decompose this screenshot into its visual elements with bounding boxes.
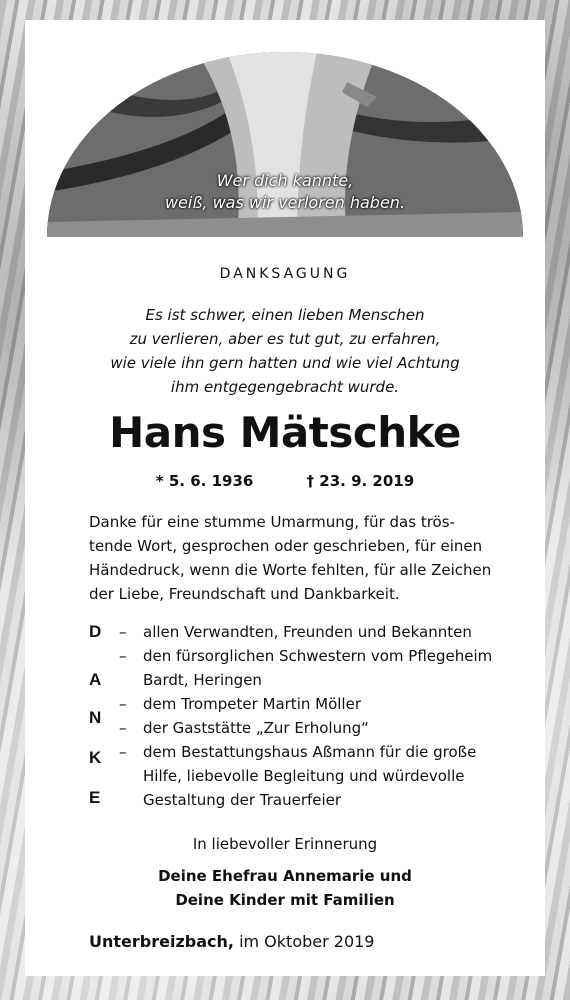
thanks-line: Danke für eine stumme Umarmung, für das trös- — [89, 513, 455, 531]
intro-line: Es ist schwer, einen lieben Menschen — [145, 306, 425, 324]
danke-letter-n: N — [89, 708, 102, 727]
danke-item-line: dem Trompeter Martin Möller — [143, 695, 361, 713]
danke-item — [119, 716, 539, 740]
dash: – — [119, 647, 127, 665]
obituary-card — [25, 20, 545, 976]
heading-danksagung: DANKSAGUNG — [219, 266, 351, 282]
dash: – — [119, 623, 127, 641]
danke-item — [119, 620, 539, 644]
death-date: † 23. 9. 2019 — [306, 472, 415, 490]
place-and-date — [89, 932, 374, 951]
closing-remembrance: In liebevoller Erinnerung — [192, 835, 378, 853]
birth-date: * 5. 6. 1936 — [155, 472, 254, 490]
danke-item — [119, 692, 539, 716]
intro-text — [25, 303, 545, 399]
thanks-line: Händedruck, wenn die Worte fehlten, für alle Zeichen — [89, 561, 492, 579]
danke-item-line: den fürsorglichen Schwestern vom Pflegeheim — [143, 647, 493, 665]
danke-letter-e: E — [89, 788, 101, 807]
danke-letter-a: A — [89, 670, 102, 689]
danke-item-line: Hilfe, liebevolle Begleitung und würdevolle — [143, 767, 465, 785]
thanks-line: der Liebe, Freundschaft und Dankbarkeit. — [89, 585, 400, 603]
danke-item-line: dem Bestattungshaus Aßmann für die große — [143, 743, 477, 761]
danke-item — [119, 644, 539, 692]
danke-item — [119, 740, 539, 812]
quote-line-2: weiß, was wir verloren haben. — [164, 193, 406, 212]
danke-letter-k: K — [89, 748, 102, 767]
danke-item-line: Bardt, Heringen — [143, 671, 262, 689]
danke-item-line: der Gaststätte „Zur Erholung“ — [143, 719, 369, 737]
signatory-line: Deine Kinder mit Familien — [175, 891, 395, 909]
signatory-line: Deine Ehefrau Annemarie und — [158, 867, 412, 885]
danke-list — [119, 620, 539, 812]
quote — [47, 170, 523, 214]
danke-letter-d: D — [89, 622, 102, 641]
dash: – — [119, 719, 127, 737]
life-dates — [25, 472, 545, 490]
dash: – — [119, 695, 127, 713]
intro-line: wie viele ihn gern hatten und wie viel Achtung — [110, 354, 460, 372]
danke-item-line: allen Verwandten, Freunden und Bekannten — [143, 623, 472, 641]
intro-line: ihm entgegengebracht wurde. — [170, 378, 400, 396]
dash: – — [119, 743, 127, 761]
place-date: im Oktober 2019 — [239, 932, 375, 951]
thanks-line: tende Wort, gesprochen oder geschrieben, für einen — [89, 537, 483, 555]
danke-item-line: Gestaltung der Trauerfeier — [143, 791, 342, 809]
thanks-paragraph — [89, 510, 531, 606]
place-town: Unterbreizbach, — [89, 932, 234, 951]
tree-photo-arch — [47, 52, 523, 237]
closing-signatories — [25, 864, 545, 912]
intro-line: zu verlieren, aber es tut gut, zu erfahren, — [129, 330, 441, 348]
deceased-name: Hans Mätschke — [109, 408, 461, 457]
quote-line-1: Wer dich kannte, — [216, 171, 354, 190]
